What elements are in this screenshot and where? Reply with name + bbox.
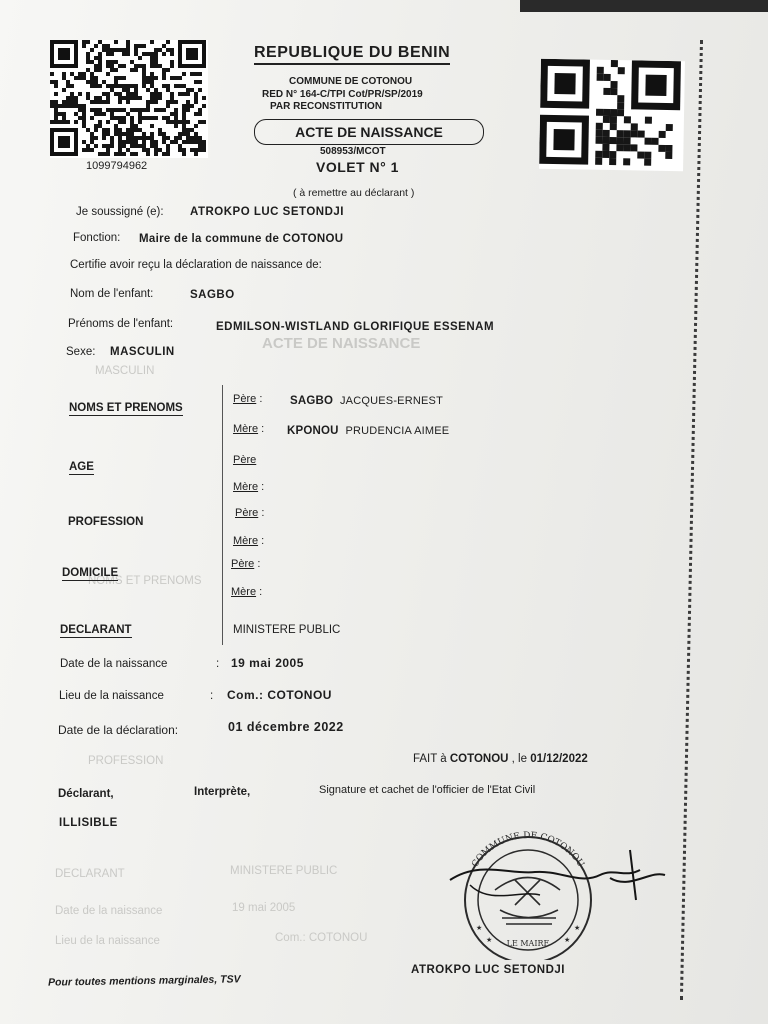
nom-enfant-value: SAGBO: [190, 289, 235, 301]
illisible-text: ILLISIBLE: [59, 817, 118, 829]
fait-a-line: FAIT à COTONOU , le 01/12/2022: [413, 753, 588, 765]
fonction-label: Fonction:: [73, 232, 121, 244]
mere-nom-value: KPONOU PRUDENCIA AIMEE: [287, 425, 450, 437]
date-naissance-value: 19 mai 2005: [231, 656, 304, 670]
svg-text:★: ★: [564, 936, 571, 944]
official-seal: [440, 830, 680, 965]
certifie-text: Certifie avoir reçu la déclaration de naissance de:: [70, 259, 322, 271]
mere-label-noms: Mère :: [233, 423, 265, 435]
scan-edge: [520, 0, 768, 12]
svg-text:★: ★: [574, 924, 581, 932]
republique-title: REPUBLIQUE DU BENIN: [254, 44, 450, 65]
soussigne-value: ATROKPO LUC SETONDJI: [190, 206, 344, 218]
mere-label-profession: Mère :: [233, 535, 265, 547]
lieu-naissance-colon: :: [210, 690, 214, 702]
mere-label-domicile: Mère :: [231, 586, 263, 598]
nom-enfant-label: Nom de l'enfant:: [70, 288, 154, 300]
acte-title-box: ACTE DE NAISSANCE: [254, 119, 484, 145]
footer-note: Pour toutes mentions marginales, TSV: [47, 973, 241, 989]
prenoms-enfant-label: Prénoms de l'enfant:: [68, 318, 174, 330]
pere-label-noms: Père :: [233, 393, 263, 405]
profession-heading: PROFESSION: [68, 516, 144, 528]
declarant-value: MINISTERE PUBLIC: [233, 624, 341, 636]
date-declaration-label: Date de la déclaration:: [58, 723, 179, 737]
ghost-masculin: MASCULIN: [95, 365, 155, 377]
ghost-acte: ACTE DE NAISSANCE: [262, 335, 421, 352]
ghost-declarant: DECLARANT: [55, 868, 125, 880]
reconstitution-label: PAR RECONSTITUTION: [270, 101, 383, 112]
ghost-date-val: 19 mai 2005: [232, 902, 296, 914]
ghost-lieu: Lieu de la naissance: [55, 935, 160, 947]
red-reference: RED N° 164-C/TPI Cot/PR/SP/2019: [262, 89, 423, 100]
commune-heading: COMMUNE DE COTONOU: [289, 76, 413, 87]
fonction-value: Maire de la commune de COTONOU: [139, 233, 344, 245]
ghost-noms: NOMS ET PRENOMS: [88, 575, 202, 587]
qr-number: 1099794962: [86, 160, 148, 172]
date-naissance-colon: :: [216, 658, 220, 670]
pere-label-domicile: Père :: [231, 558, 261, 570]
pere-label-profession: Père :: [235, 507, 265, 519]
noms-prenoms-heading: NOMS ET PRENOMS: [69, 402, 183, 414]
sexe-label: Sexe:: [66, 346, 96, 358]
qr-code-left: [50, 40, 208, 158]
remettre-note: ( à remettre au déclarant ): [293, 187, 415, 199]
volet-number: VOLET N° 1: [316, 159, 399, 175]
date-naissance-label: Date de la naissance: [60, 658, 168, 670]
declarant-heading: DECLARANT: [60, 624, 132, 636]
sexe-value: MASCULIN: [110, 346, 175, 358]
maire-name: ATROKPO LUC SETONDJI: [411, 964, 565, 976]
perforation-line: [680, 40, 703, 1000]
lieu-naissance-value: Com.: COTONOU: [227, 688, 332, 702]
ghost-ministere: MINISTERE PUBLIC: [230, 865, 338, 877]
lieu-naissance-label: Lieu de la naissance: [59, 690, 164, 702]
acte-reference: 508953/MCOT: [320, 146, 386, 157]
ghost-profession: PROFESSION: [88, 755, 164, 767]
seal-top-text: COMMUNE DE COTONOU: [470, 830, 586, 870]
qr-code-right: [539, 59, 685, 171]
age-heading: AGE: [69, 461, 94, 473]
declarant-signature-label: Déclarant,: [58, 788, 114, 800]
table-divider: [222, 385, 223, 645]
date-declaration-value: 01 décembre 2022: [228, 720, 344, 734]
seal-bottom-text: LE MAIRE: [506, 939, 550, 948]
officier-signature-label: Signature et cachet de l'officier de l'Etat Civil: [319, 784, 536, 796]
domicile-heading: DOMICILE: [62, 567, 119, 579]
soussigne-label: Je soussigné (e):: [76, 206, 164, 218]
svg-text:★: ★: [486, 936, 493, 944]
svg-text:★: ★: [476, 924, 483, 932]
pere-label-age: Père: [233, 454, 257, 466]
pere-nom-value: SAGBO JACQUES-ERNEST: [290, 395, 444, 407]
mere-label-age: Mère :: [233, 481, 265, 493]
interprete-label: Interprète,: [194, 786, 251, 798]
ghost-cotonou: Com.: COTONOU: [275, 932, 368, 944]
prenoms-enfant-value: EDMILSON-WISTLAND GLORIFIQUE ESSENAM: [216, 321, 495, 333]
ghost-date-naiss: Date de la naissance: [55, 905, 163, 917]
